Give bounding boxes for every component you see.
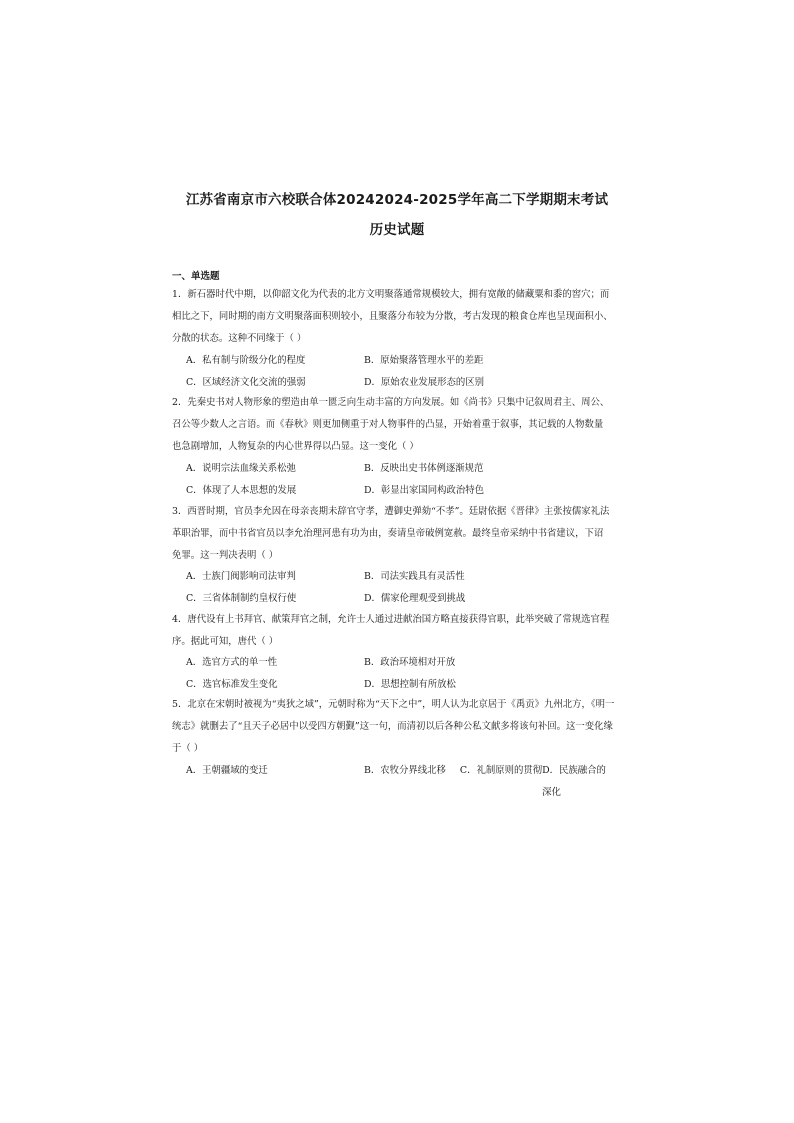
option-b: B．农牧分界线北移: [364, 765, 446, 776]
question-line: 1．新石器时代中期，以仰韶文化为代表的北方文明聚落通常规模较大，拥有宽敞的储藏粟和黍的窖穴；而: [172, 289, 610, 300]
option-a: A．选官方式的单一性: [186, 657, 278, 668]
question-line: 序。据此可知，唐代（ ）: [172, 636, 279, 647]
question-5: [172, 694, 624, 760]
option-c: C．选官标准发生变化: [186, 679, 278, 690]
option-d: D．思想控制有所放松: [364, 679, 456, 690]
option-c: C．三省体制制约皇权行使: [186, 593, 297, 604]
option-d: D．原始农业发展形态的区别: [364, 377, 485, 388]
option-a: A．说明宗法血缘关系松弛: [186, 463, 296, 474]
option-b: B．政治环境相对开放: [364, 657, 456, 668]
question-line: 5．北京在宋朝时被视为“夷狄之域”，元朝时称为“天下之中”，明人认为北京居于《禹贡》九州北方，《明一: [172, 699, 615, 710]
question-4-options: [186, 652, 626, 696]
question-line: 4．唐代设有上书拜官、献策拜官之制，允许士人通过进献治国方略直接获得官职，此举突破了常规选官程: [172, 614, 610, 625]
option-a: A．王朝疆域的变迁: [186, 765, 268, 776]
question-line: 统志》就删去了“且天子必居中以受四方朝觐”这一句，而清初以后各种公私文献多将该句补回。这一变化缘: [172, 721, 613, 732]
exam-subtitle: 历史试题: [369, 222, 425, 238]
question-line: 相比之下，同时期的南方文明聚落面积则较小，且聚落分布较为分散，考古发现的粮食仓库也呈现面积小、: [172, 311, 613, 322]
question-line: 2．先秦史书对人物形象的塑造由单一匮乏向生动丰富的方向发展。如《尚书》只集中记叙周君主、周公、: [172, 397, 610, 408]
question-line: 分散的状态。这种不同缘于（ ）: [172, 333, 307, 344]
section-heading: 一、单选题: [172, 271, 220, 282]
question-4: [172, 609, 624, 653]
option-c: C．体现了人本思想的发展: [186, 485, 297, 496]
option-b: B．原始聚落管理水平的差距: [364, 355, 484, 366]
question-3-options: [186, 566, 626, 610]
option-a: A．私有制与阶级分化的程度: [186, 355, 306, 366]
option-c: C．礼制原则的贯彻: [459, 765, 543, 776]
question-line: 于（ ）: [172, 743, 204, 754]
question-line: 革职治罪，而中书省官员以李允治理河患有功为由，奏请皇帝破例宽赦。最终皇帝采纳中书省建议，下诏: [172, 528, 604, 539]
question-5-options: [186, 760, 626, 804]
exam-title: 江苏省南京市六校联合体20242024-2025学年高二下学期期末考试: [185, 192, 609, 208]
option-a: A．士族门阀影响司法审判: [186, 571, 296, 582]
option-d: D．彰显出家国同构政治特色: [364, 485, 485, 496]
question-line: 3．西晋时期，官员李允因在母亲丧期未辞官守孝，遭御史弹劾“不孝”。廷尉依据《晋律》主张按儒家礼法: [172, 506, 610, 517]
question-3: [172, 501, 624, 567]
option-c: C．区域经济文化交流的强弱: [186, 377, 306, 388]
question-line: 召公等少数人之言语。而《春秋》则更加侧重于对人物事件的凸显，开始着重于叙事，其记载的人物数量: [172, 419, 604, 430]
option-b: B．反映出史书体例逐渐规范: [364, 463, 484, 474]
question-1: [172, 284, 624, 350]
option-d: D．儒家伦理观受到挑战: [364, 593, 466, 604]
question-2-options: [186, 458, 626, 502]
question-line: 免罪。这一判决表明（ ）: [172, 550, 279, 561]
option-d: D．民族融合的深化: [542, 765, 606, 798]
question-2: [172, 392, 624, 458]
question-1-options: [186, 350, 626, 394]
question-line: 也急剧增加，人物复杂的内心世界得以凸显。这一变化（ ）: [172, 441, 419, 452]
option-b: B．司法实践具有灵活性: [364, 571, 465, 582]
